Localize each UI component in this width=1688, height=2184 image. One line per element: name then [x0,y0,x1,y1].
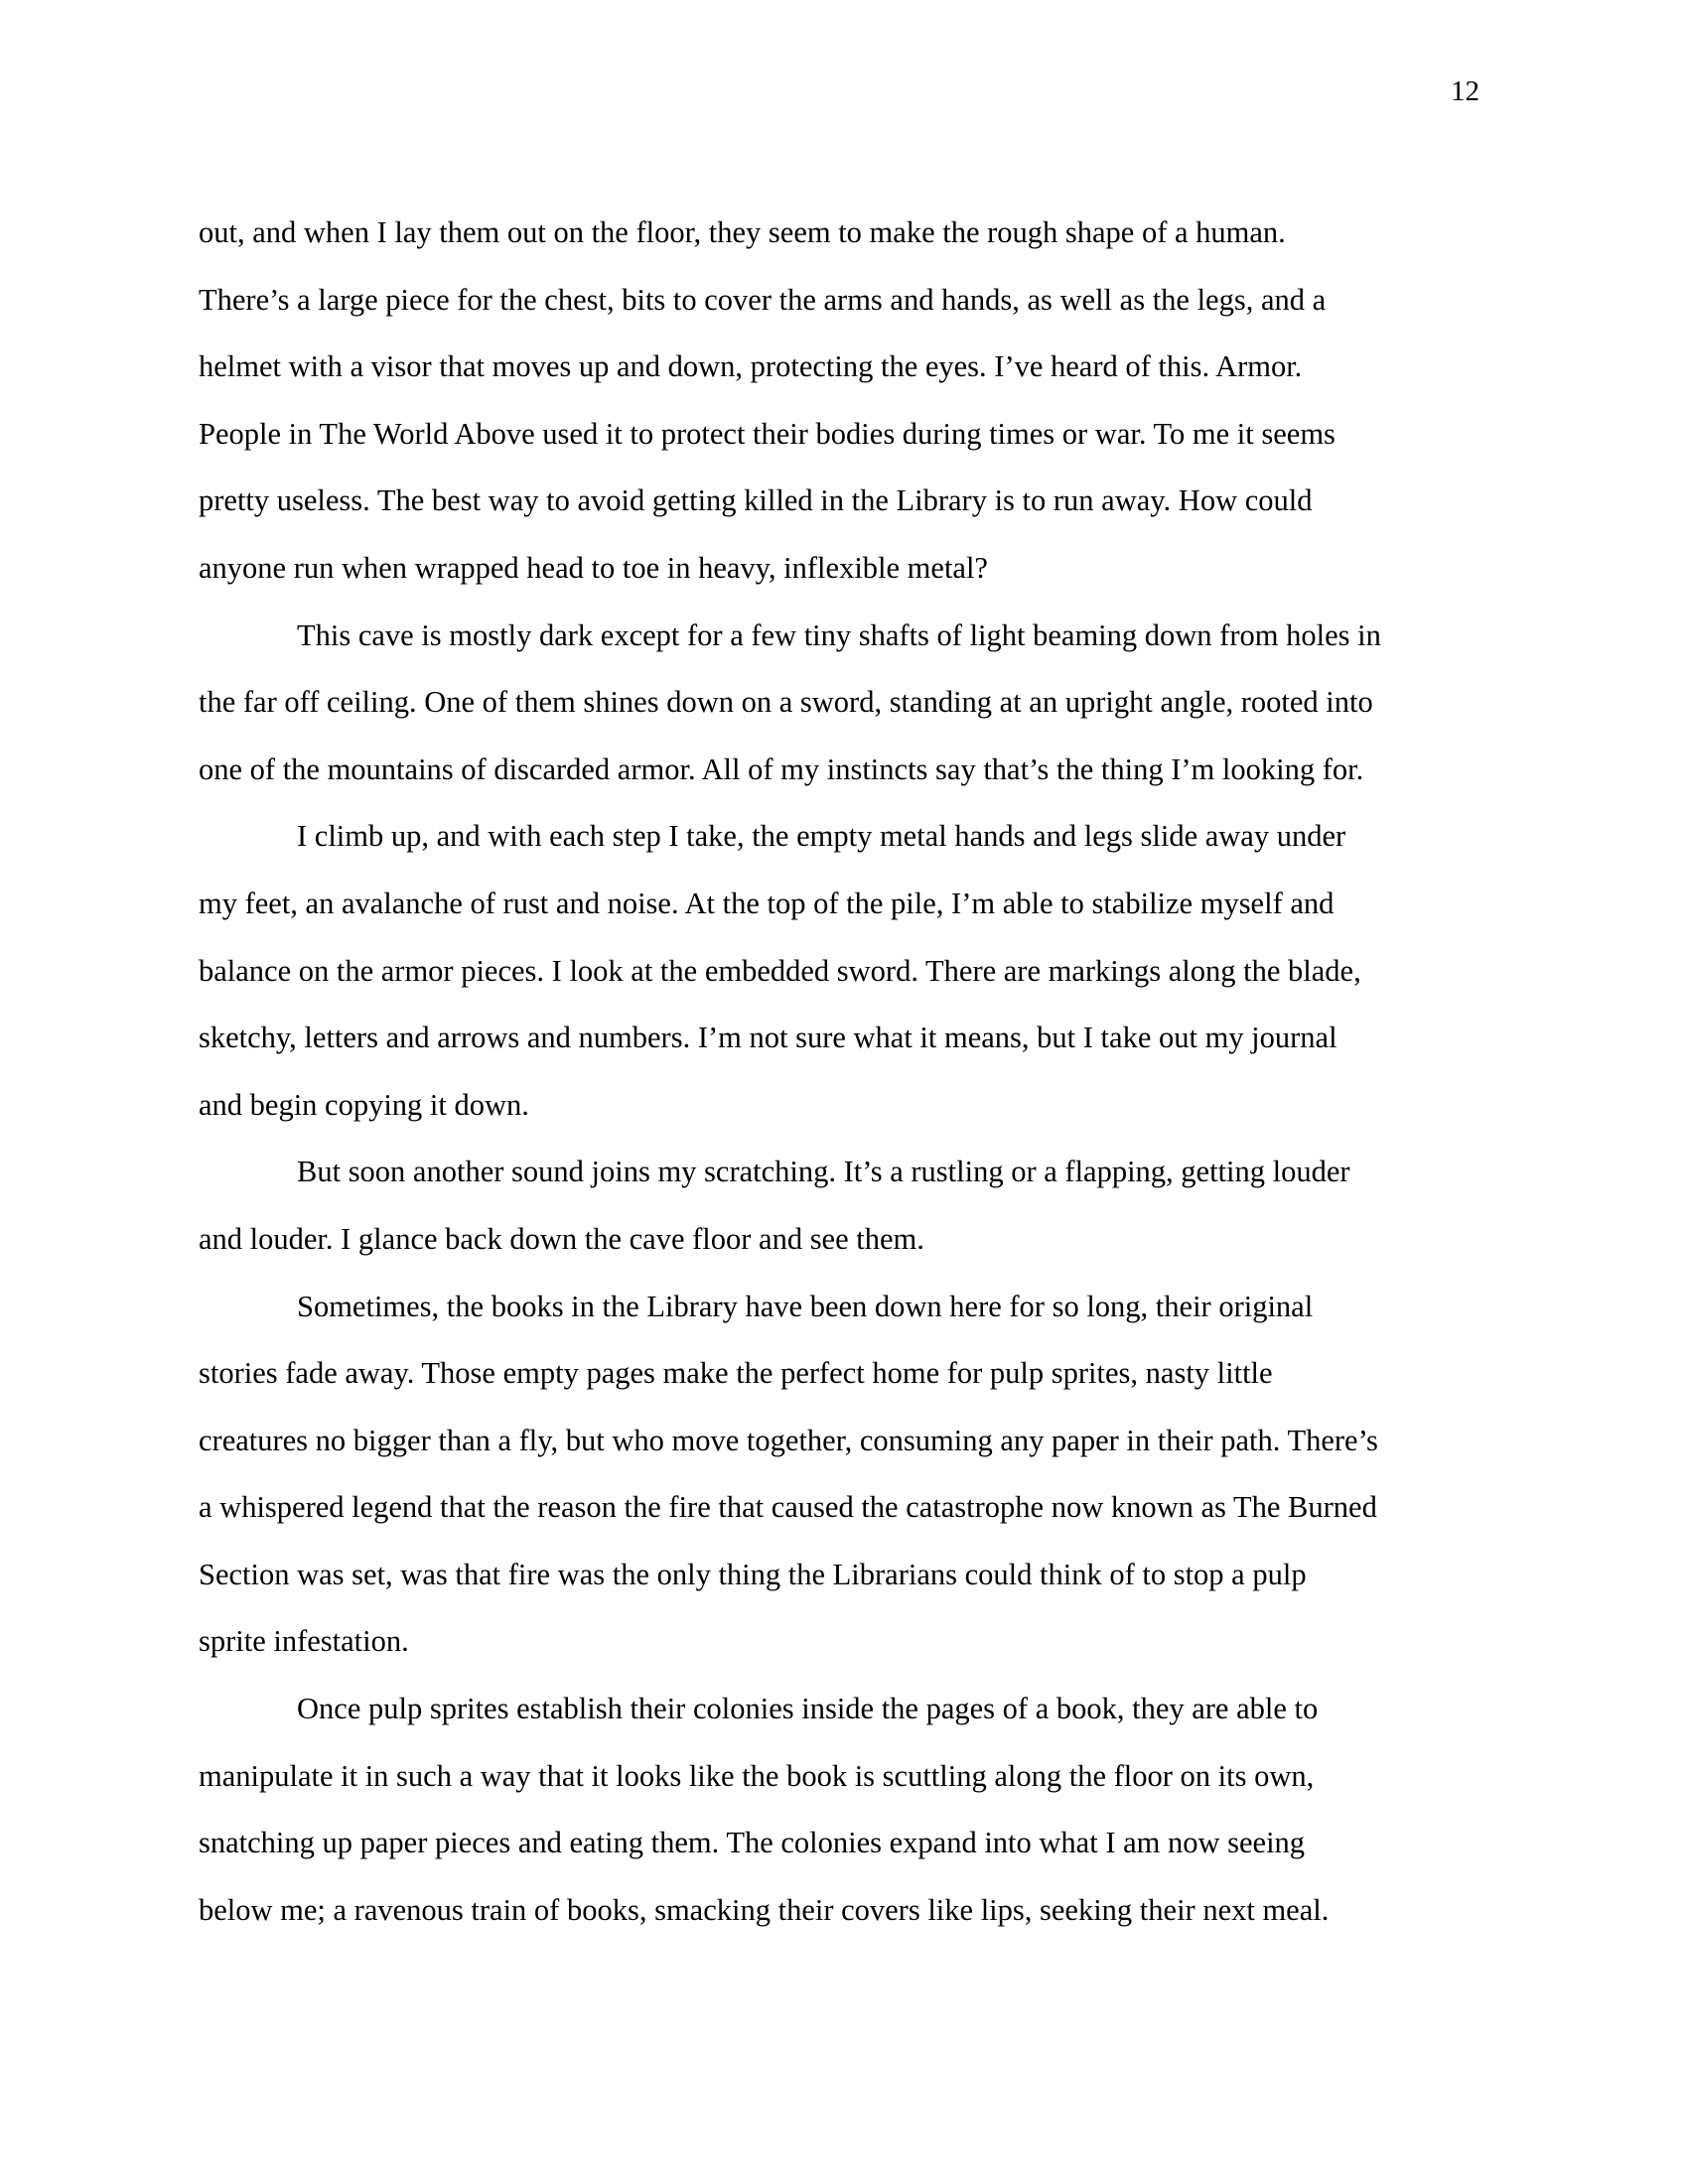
text-line: out, and when I lay them out on the floor, they seem to make the rough shape of a human. [199,215,1286,249]
page-number: 12 [1451,75,1479,107]
text-line: and louder. I glance back down the cave floor and see them. [199,1221,924,1256]
text-line: balance on the armor pieces. I look at the embedded sword. There are markings along the blade, [199,953,1361,988]
text-line: helmet with a visor that moves up and down, protecting the eyes. I’ve heard of this. Armor. [199,349,1303,384]
text-line: anyone run when wrapped head to toe in heavy, inflexible metal? [199,550,988,585]
text-line: a whispered legend that the reason the fire that caused the catastrophe now known as The Burned [199,1490,1377,1525]
text-line: People in The World Above used it to protect their bodies during times or war. To me it seems [199,416,1336,451]
text-line: sprite infestation. [199,1624,409,1659]
text-line: and begin copying it down. [199,1087,529,1122]
text-line: one of the mountains of discarded armor. All of my instincts say that’s the thing I’m looking for. [199,751,1364,786]
text-line: stories fade away. Those empty pages make the perfect home for pulp sprites, nasty little [199,1356,1273,1391]
paragraph [199,200,1489,603]
text-line: I climb up, and with each step I take, the empty metal hands and legs slide away under [297,819,1346,854]
text-line: This cave is mostly dark except for a few tiny shafts of light beaming down from holes in [297,617,1381,652]
text-line: Once pulp sprites establish their colonies inside the pages of a book, they are able to [297,1692,1319,1726]
text-line: pretty useless. The best way to avoid getting killed in the Library is to run away. How could [199,483,1313,518]
text-line: creatures no bigger than a fly, but who move together, consuming any paper in their path. There’s [199,1423,1378,1457]
manuscript-body [199,200,1489,1944]
text-line: But soon another sound joins my scratching. It’s a rustling or a flapping, getting louder [297,1155,1350,1189]
paragraph [199,803,1489,1139]
text-line: the far off ceiling. One of them shines down on a sword, standing at an upright angle, rooted into [199,685,1373,720]
text-line: Section was set, was that fire was the only thing the Librarians could think of to stop a pulp [199,1557,1307,1591]
text-line: There’s a large piece for the chest, bits to cover the arms and hands, as well as the legs, and a [199,282,1327,317]
text-line: my feet, an avalanche of rust and noise. At the top of the pile, I’m able to stabilize myself and [199,886,1335,920]
paragraph [199,1139,1489,1273]
text-line: Sometimes, the books in the Library have been down here for so long, their original [297,1289,1314,1323]
text-line: manipulate it in such a way that it looks like the book is scuttling along the floor on its own, [199,1758,1315,1793]
paragraph [199,1274,1489,1677]
paragraph [199,603,1489,804]
text-line: sketchy, letters and arrows and numbers. I’m not sure what it means, but I take out my journal [199,1021,1337,1055]
text-line: below me; a ravenous train of books, smacking their covers like lips, seeking their next meal. [199,1892,1330,1927]
paragraph [199,1676,1489,1944]
text-line: snatching up paper pieces and eating them. The colonies expand into what I am now seeing [199,1826,1306,1860]
